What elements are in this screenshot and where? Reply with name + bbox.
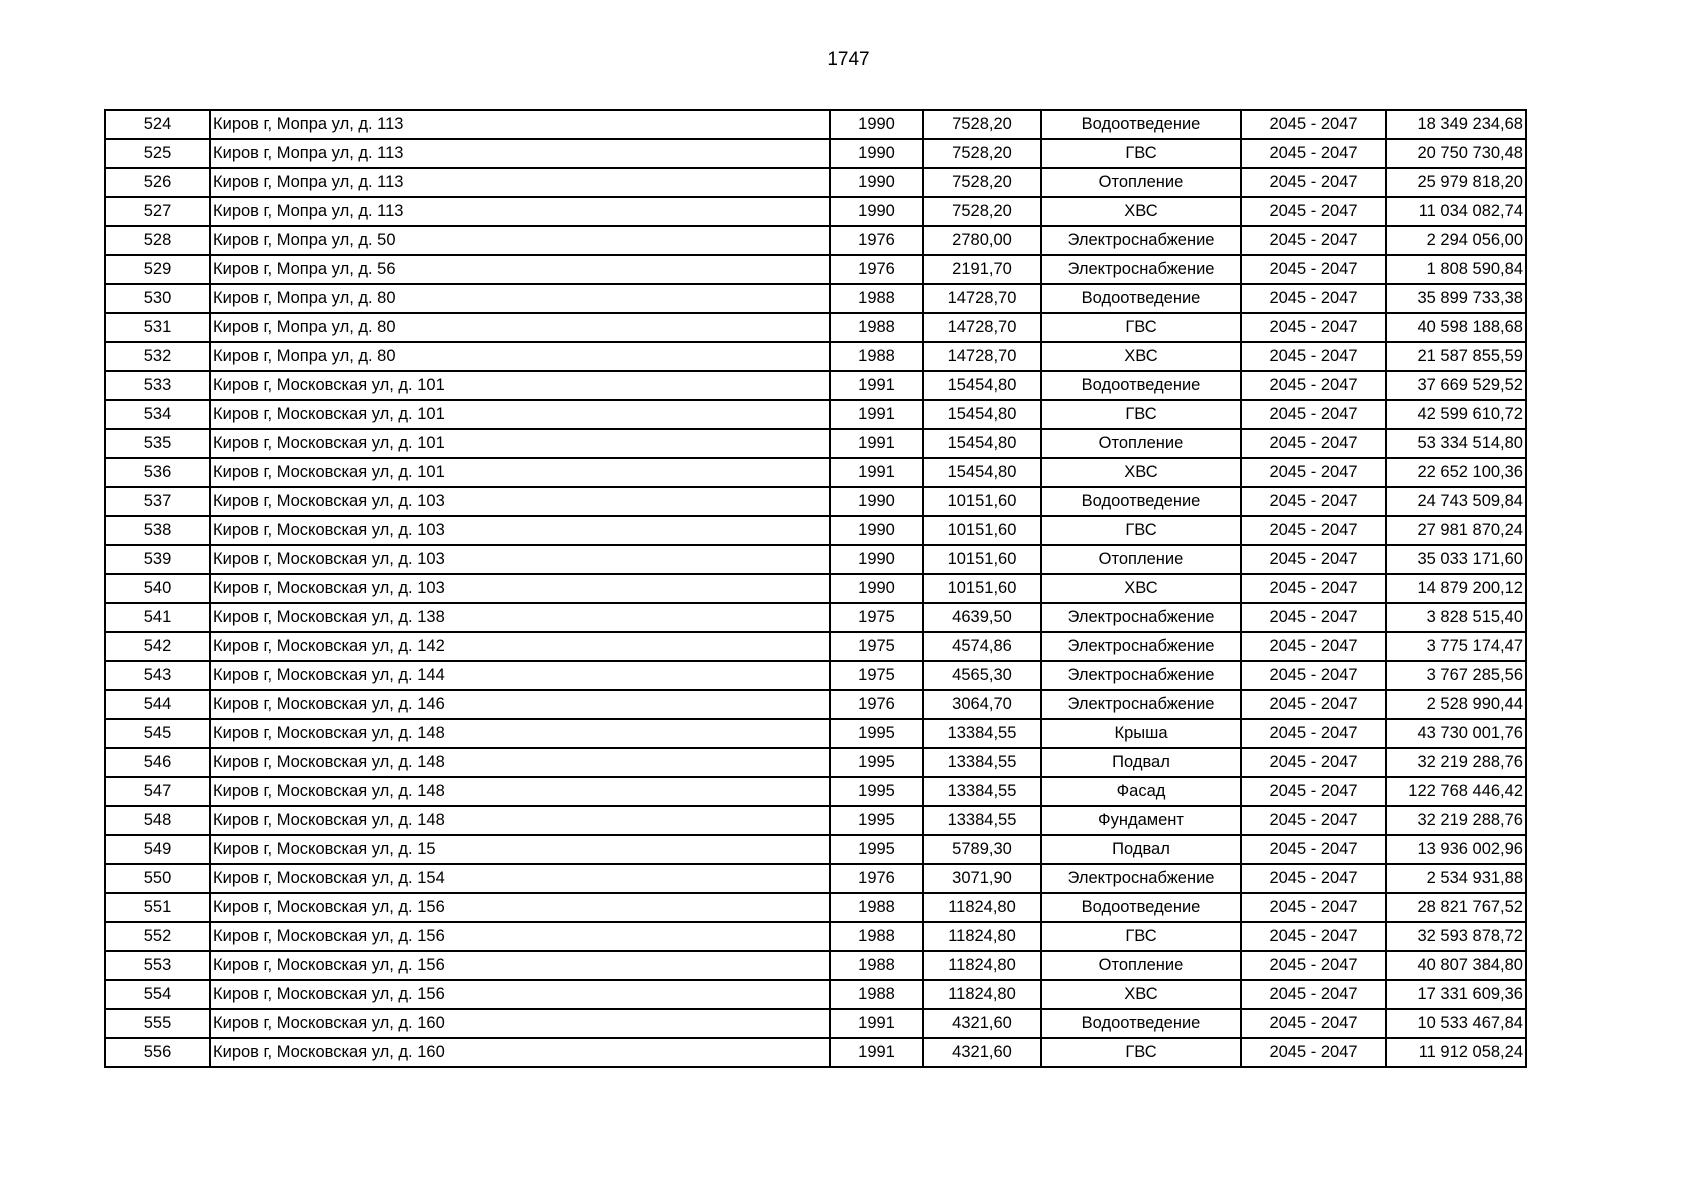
table-row — [105, 1009, 1526, 1038]
year-built-cell: 1988 — [830, 922, 923, 951]
table-row — [105, 545, 1526, 574]
table-row — [105, 806, 1526, 835]
row-number-cell: 526 — [105, 168, 210, 197]
period-cell: 2045 - 2047 — [1241, 168, 1386, 197]
address-cell: Киров г, Московская ул, д. 160 — [210, 1038, 830, 1067]
area-cell: 11824,80 — [923, 980, 1041, 1009]
work-type-cell: Электроснабжение — [1041, 226, 1241, 255]
address-cell: Киров г, Московская ул, д. 103 — [210, 574, 830, 603]
year-built-cell: 1991 — [830, 429, 923, 458]
period-cell: 2045 - 2047 — [1241, 574, 1386, 603]
cost-cell: 40 598 188,68 — [1386, 313, 1526, 342]
row-number-cell: 541 — [105, 603, 210, 632]
table-row — [105, 458, 1526, 487]
cost-cell: 2 528 990,44 — [1386, 690, 1526, 719]
area-cell: 4574,86 — [923, 632, 1041, 661]
work-type-cell: Электроснабжение — [1041, 603, 1241, 632]
area-cell: 7528,20 — [923, 197, 1041, 226]
year-built-cell: 1995 — [830, 719, 923, 748]
work-type-cell: Электроснабжение — [1041, 632, 1241, 661]
address-cell: Киров г, Московская ул, д. 148 — [210, 719, 830, 748]
area-cell: 15454,80 — [923, 400, 1041, 429]
year-built-cell: 1975 — [830, 603, 923, 632]
cost-cell: 32 219 288,76 — [1386, 748, 1526, 777]
period-cell: 2045 - 2047 — [1241, 1009, 1386, 1038]
area-cell: 10151,60 — [923, 487, 1041, 516]
area-cell: 4639,50 — [923, 603, 1041, 632]
address-cell: Киров г, Мопра ул, д. 113 — [210, 139, 830, 168]
period-cell: 2045 - 2047 — [1241, 313, 1386, 342]
address-cell: Киров г, Московская ул, д. 146 — [210, 690, 830, 719]
year-built-cell: 1990 — [830, 197, 923, 226]
row-number-cell: 525 — [105, 139, 210, 168]
work-type-cell: ХВС — [1041, 980, 1241, 1009]
address-cell: Киров г, Московская ул, д. 103 — [210, 487, 830, 516]
cost-cell: 35 033 171,60 — [1386, 545, 1526, 574]
table-row — [105, 255, 1526, 284]
area-cell: 3064,70 — [923, 690, 1041, 719]
work-type-cell: Электроснабжение — [1041, 864, 1241, 893]
table-row — [105, 168, 1526, 197]
period-cell: 2045 - 2047 — [1241, 719, 1386, 748]
table-row — [105, 748, 1526, 777]
year-built-cell: 1991 — [830, 1009, 923, 1038]
table-row — [105, 487, 1526, 516]
row-number-cell: 538 — [105, 516, 210, 545]
area-cell: 14728,70 — [923, 313, 1041, 342]
row-number-cell: 539 — [105, 545, 210, 574]
work-type-cell: Водоотведение — [1041, 371, 1241, 400]
area-cell: 13384,55 — [923, 777, 1041, 806]
row-number-cell: 550 — [105, 864, 210, 893]
table-row — [105, 371, 1526, 400]
work-type-cell: Электроснабжение — [1041, 690, 1241, 719]
area-cell: 2780,00 — [923, 226, 1041, 255]
address-cell: Киров г, Московская ул, д. 156 — [210, 980, 830, 1009]
work-type-cell: ГВС — [1041, 516, 1241, 545]
cost-cell: 43 730 001,76 — [1386, 719, 1526, 748]
address-cell: Киров г, Московская ул, д. 148 — [210, 777, 830, 806]
year-built-cell: 1988 — [830, 313, 923, 342]
cost-cell: 17 331 609,36 — [1386, 980, 1526, 1009]
table-row — [105, 893, 1526, 922]
work-type-cell: Отопление — [1041, 429, 1241, 458]
work-type-cell: Электроснабжение — [1041, 661, 1241, 690]
table-row — [105, 574, 1526, 603]
period-cell: 2045 - 2047 — [1241, 371, 1386, 400]
area-cell: 7528,20 — [923, 110, 1041, 139]
table-row — [105, 110, 1526, 139]
cost-cell: 35 899 733,38 — [1386, 284, 1526, 313]
work-type-cell: Электроснабжение — [1041, 255, 1241, 284]
table-row — [105, 835, 1526, 864]
year-built-cell: 1988 — [830, 284, 923, 313]
address-cell: Киров г, Мопра ул, д. 113 — [210, 197, 830, 226]
row-number-cell: 530 — [105, 284, 210, 313]
row-number-cell: 524 — [105, 110, 210, 139]
period-cell: 2045 - 2047 — [1241, 748, 1386, 777]
work-type-cell: ГВС — [1041, 139, 1241, 168]
row-number-cell: 553 — [105, 951, 210, 980]
row-number-cell: 540 — [105, 574, 210, 603]
period-cell: 2045 - 2047 — [1241, 922, 1386, 951]
table-row — [105, 632, 1526, 661]
year-built-cell: 1991 — [830, 1038, 923, 1067]
period-cell: 2045 - 2047 — [1241, 284, 1386, 313]
cost-cell: 53 334 514,80 — [1386, 429, 1526, 458]
work-type-cell: ГВС — [1041, 922, 1241, 951]
table-row — [105, 951, 1526, 980]
row-number-cell: 531 — [105, 313, 210, 342]
address-cell: Киров г, Московская ул, д. 103 — [210, 516, 830, 545]
period-cell: 2045 - 2047 — [1241, 980, 1386, 1009]
area-cell: 3071,90 — [923, 864, 1041, 893]
address-cell: Киров г, Мопра ул, д. 80 — [210, 313, 830, 342]
cost-cell: 10 533 467,84 — [1386, 1009, 1526, 1038]
period-cell: 2045 - 2047 — [1241, 110, 1386, 139]
work-type-cell: Крыша — [1041, 719, 1241, 748]
cost-cell: 24 743 509,84 — [1386, 487, 1526, 516]
row-number-cell: 534 — [105, 400, 210, 429]
row-number-cell: 536 — [105, 458, 210, 487]
year-built-cell: 1988 — [830, 342, 923, 371]
address-cell: Киров г, Московская ул, д. 156 — [210, 951, 830, 980]
period-cell: 2045 - 2047 — [1241, 603, 1386, 632]
row-number-cell: 529 — [105, 255, 210, 284]
cost-cell: 18 349 234,68 — [1386, 110, 1526, 139]
table-row — [105, 661, 1526, 690]
address-cell: Киров г, Московская ул, д. 144 — [210, 661, 830, 690]
page-number: 1747 — [827, 49, 870, 70]
cost-cell: 21 587 855,59 — [1386, 342, 1526, 371]
cost-cell: 20 750 730,48 — [1386, 139, 1526, 168]
address-cell: Киров г, Московская ул, д. 101 — [210, 429, 830, 458]
address-cell: Киров г, Московская ул, д. 138 — [210, 603, 830, 632]
area-cell: 13384,55 — [923, 748, 1041, 777]
period-cell: 2045 - 2047 — [1241, 226, 1386, 255]
area-cell: 15454,80 — [923, 458, 1041, 487]
table-row — [105, 516, 1526, 545]
register-table — [104, 109, 1527, 1068]
address-cell: Киров г, Мопра ул, д. 50 — [210, 226, 830, 255]
address-cell: Киров г, Московская ул, д. 101 — [210, 371, 830, 400]
year-built-cell: 1990 — [830, 168, 923, 197]
work-type-cell: Отопление — [1041, 168, 1241, 197]
address-cell: Киров г, Московская ул, д. 148 — [210, 748, 830, 777]
row-number-cell: 555 — [105, 1009, 210, 1038]
work-type-cell: ХВС — [1041, 458, 1241, 487]
cost-cell: 122 768 446,42 — [1386, 777, 1526, 806]
area-cell: 7528,20 — [923, 139, 1041, 168]
row-number-cell: 537 — [105, 487, 210, 516]
cost-cell: 32 219 288,76 — [1386, 806, 1526, 835]
address-cell: Киров г, Московская ул, д. 154 — [210, 864, 830, 893]
cost-cell: 2 534 931,88 — [1386, 864, 1526, 893]
table-row — [105, 1038, 1526, 1067]
period-cell: 2045 - 2047 — [1241, 487, 1386, 516]
row-number-cell: 546 — [105, 748, 210, 777]
area-cell: 15454,80 — [923, 371, 1041, 400]
area-cell: 10151,60 — [923, 545, 1041, 574]
year-built-cell: 1988 — [830, 980, 923, 1009]
area-cell: 11824,80 — [923, 922, 1041, 951]
cost-cell: 3 828 515,40 — [1386, 603, 1526, 632]
year-built-cell: 1990 — [830, 574, 923, 603]
period-cell: 2045 - 2047 — [1241, 139, 1386, 168]
period-cell: 2045 - 2047 — [1241, 545, 1386, 574]
work-type-cell: Водоотведение — [1041, 1009, 1241, 1038]
address-cell: Киров г, Московская ул, д. 148 — [210, 806, 830, 835]
address-cell: Киров г, Московская ул, д. 101 — [210, 458, 830, 487]
year-built-cell: 1991 — [830, 400, 923, 429]
address-cell: Киров г, Мопра ул, д. 80 — [210, 284, 830, 313]
area-cell: 11824,80 — [923, 951, 1041, 980]
table-row — [105, 197, 1526, 226]
work-type-cell: ХВС — [1041, 342, 1241, 371]
year-built-cell: 1995 — [830, 806, 923, 835]
row-number-cell: 547 — [105, 777, 210, 806]
work-type-cell: Фундамент — [1041, 806, 1241, 835]
area-cell: 4565,30 — [923, 661, 1041, 690]
area-cell: 13384,55 — [923, 719, 1041, 748]
table-row — [105, 313, 1526, 342]
period-cell: 2045 - 2047 — [1241, 342, 1386, 371]
period-cell: 2045 - 2047 — [1241, 458, 1386, 487]
table-row — [105, 777, 1526, 806]
address-cell: Киров г, Московская ул, д. 103 — [210, 545, 830, 574]
cost-cell: 28 821 767,52 — [1386, 893, 1526, 922]
cost-cell: 14 879 200,12 — [1386, 574, 1526, 603]
year-built-cell: 1976 — [830, 690, 923, 719]
area-cell: 5789,30 — [923, 835, 1041, 864]
cost-cell: 3 767 285,56 — [1386, 661, 1526, 690]
area-cell: 15454,80 — [923, 429, 1041, 458]
area-cell: 4321,60 — [923, 1038, 1041, 1067]
address-cell: Киров г, Московская ул, д. 15 — [210, 835, 830, 864]
address-cell: Киров г, Мопра ул, д. 113 — [210, 168, 830, 197]
table-row — [105, 284, 1526, 313]
work-type-cell: Отопление — [1041, 951, 1241, 980]
address-cell: Киров г, Мопра ул, д. 80 — [210, 342, 830, 371]
work-type-cell: ГВС — [1041, 1038, 1241, 1067]
year-built-cell: 1995 — [830, 835, 923, 864]
area-cell: 2191,70 — [923, 255, 1041, 284]
row-number-cell: 533 — [105, 371, 210, 400]
table-row — [105, 429, 1526, 458]
address-cell: Киров г, Московская ул, д. 160 — [210, 1009, 830, 1038]
cost-cell: 1 808 590,84 — [1386, 255, 1526, 284]
work-type-cell: ГВС — [1041, 313, 1241, 342]
area-cell: 14728,70 — [923, 342, 1041, 371]
table-row — [105, 719, 1526, 748]
work-type-cell: Подвал — [1041, 748, 1241, 777]
period-cell: 2045 - 2047 — [1241, 255, 1386, 284]
work-type-cell: ГВС — [1041, 400, 1241, 429]
work-type-cell: ХВС — [1041, 197, 1241, 226]
cost-cell: 11 034 082,74 — [1386, 197, 1526, 226]
address-cell: Киров г, Московская ул, д. 156 — [210, 922, 830, 951]
row-number-cell: 551 — [105, 893, 210, 922]
period-cell: 2045 - 2047 — [1241, 516, 1386, 545]
table-row — [105, 342, 1526, 371]
table-row — [105, 864, 1526, 893]
period-cell: 2045 - 2047 — [1241, 429, 1386, 458]
period-cell: 2045 - 2047 — [1241, 197, 1386, 226]
period-cell: 2045 - 2047 — [1241, 806, 1386, 835]
row-number-cell: 545 — [105, 719, 210, 748]
table-row — [105, 226, 1526, 255]
cost-cell: 3 775 174,47 — [1386, 632, 1526, 661]
year-built-cell: 1976 — [830, 864, 923, 893]
row-number-cell: 556 — [105, 1038, 210, 1067]
year-built-cell: 1990 — [830, 545, 923, 574]
year-built-cell: 1975 — [830, 632, 923, 661]
year-built-cell: 1988 — [830, 951, 923, 980]
year-built-cell: 1975 — [830, 661, 923, 690]
period-cell: 2045 - 2047 — [1241, 661, 1386, 690]
row-number-cell: 548 — [105, 806, 210, 835]
period-cell: 2045 - 2047 — [1241, 1038, 1386, 1067]
area-cell: 7528,20 — [923, 168, 1041, 197]
cost-cell: 42 599 610,72 — [1386, 400, 1526, 429]
address-cell: Киров г, Московская ул, д. 142 — [210, 632, 830, 661]
cost-cell: 32 593 878,72 — [1386, 922, 1526, 951]
area-cell: 10151,60 — [923, 516, 1041, 545]
cost-cell: 27 981 870,24 — [1386, 516, 1526, 545]
row-number-cell: 532 — [105, 342, 210, 371]
table-row — [105, 400, 1526, 429]
register-table-body — [105, 110, 1526, 1067]
work-type-cell: Отопление — [1041, 545, 1241, 574]
row-number-cell: 542 — [105, 632, 210, 661]
year-built-cell: 1990 — [830, 110, 923, 139]
area-cell: 11824,80 — [923, 893, 1041, 922]
area-cell: 4321,60 — [923, 1009, 1041, 1038]
row-number-cell: 552 — [105, 922, 210, 951]
address-cell: Киров г, Мопра ул, д. 113 — [210, 110, 830, 139]
row-number-cell: 543 — [105, 661, 210, 690]
row-number-cell: 528 — [105, 226, 210, 255]
period-cell: 2045 - 2047 — [1241, 632, 1386, 661]
year-built-cell: 1990 — [830, 139, 923, 168]
cost-cell: 37 669 529,52 — [1386, 371, 1526, 400]
year-built-cell: 1990 — [830, 487, 923, 516]
address-cell: Киров г, Мопра ул, д. 56 — [210, 255, 830, 284]
work-type-cell: Водоотведение — [1041, 893, 1241, 922]
row-number-cell: 549 — [105, 835, 210, 864]
area-cell: 10151,60 — [923, 574, 1041, 603]
period-cell: 2045 - 2047 — [1241, 400, 1386, 429]
work-type-cell: Водоотведение — [1041, 110, 1241, 139]
address-cell: Киров г, Московская ул, д. 101 — [210, 400, 830, 429]
year-built-cell: 1991 — [830, 458, 923, 487]
cost-cell: 40 807 384,80 — [1386, 951, 1526, 980]
year-built-cell: 1991 — [830, 371, 923, 400]
period-cell: 2045 - 2047 — [1241, 777, 1386, 806]
work-type-cell: Водоотведение — [1041, 487, 1241, 516]
year-built-cell: 1995 — [830, 777, 923, 806]
year-built-cell: 1976 — [830, 226, 923, 255]
cost-cell: 11 912 058,24 — [1386, 1038, 1526, 1067]
period-cell: 2045 - 2047 — [1241, 864, 1386, 893]
table-row — [105, 690, 1526, 719]
year-built-cell: 1995 — [830, 748, 923, 777]
work-type-cell: ХВС — [1041, 574, 1241, 603]
table-row — [105, 139, 1526, 168]
row-number-cell: 544 — [105, 690, 210, 719]
table-row — [105, 980, 1526, 1009]
row-number-cell: 527 — [105, 197, 210, 226]
work-type-cell: Подвал — [1041, 835, 1241, 864]
cost-cell: 13 936 002,96 — [1386, 835, 1526, 864]
work-type-cell: Фасад — [1041, 777, 1241, 806]
row-number-cell: 554 — [105, 980, 210, 1009]
table-row — [105, 603, 1526, 632]
cost-cell: 25 979 818,20 — [1386, 168, 1526, 197]
area-cell: 14728,70 — [923, 284, 1041, 313]
year-built-cell: 1976 — [830, 255, 923, 284]
area-cell: 13384,55 — [923, 806, 1041, 835]
year-built-cell: 1990 — [830, 516, 923, 545]
row-number-cell: 535 — [105, 429, 210, 458]
period-cell: 2045 - 2047 — [1241, 893, 1386, 922]
period-cell: 2045 - 2047 — [1241, 690, 1386, 719]
work-type-cell: Водоотведение — [1041, 284, 1241, 313]
table-row — [105, 922, 1526, 951]
cost-cell: 2 294 056,00 — [1386, 226, 1526, 255]
period-cell: 2045 - 2047 — [1241, 835, 1386, 864]
address-cell: Киров г, Московская ул, д. 156 — [210, 893, 830, 922]
year-built-cell: 1988 — [830, 893, 923, 922]
cost-cell: 22 652 100,36 — [1386, 458, 1526, 487]
period-cell: 2045 - 2047 — [1241, 951, 1386, 980]
